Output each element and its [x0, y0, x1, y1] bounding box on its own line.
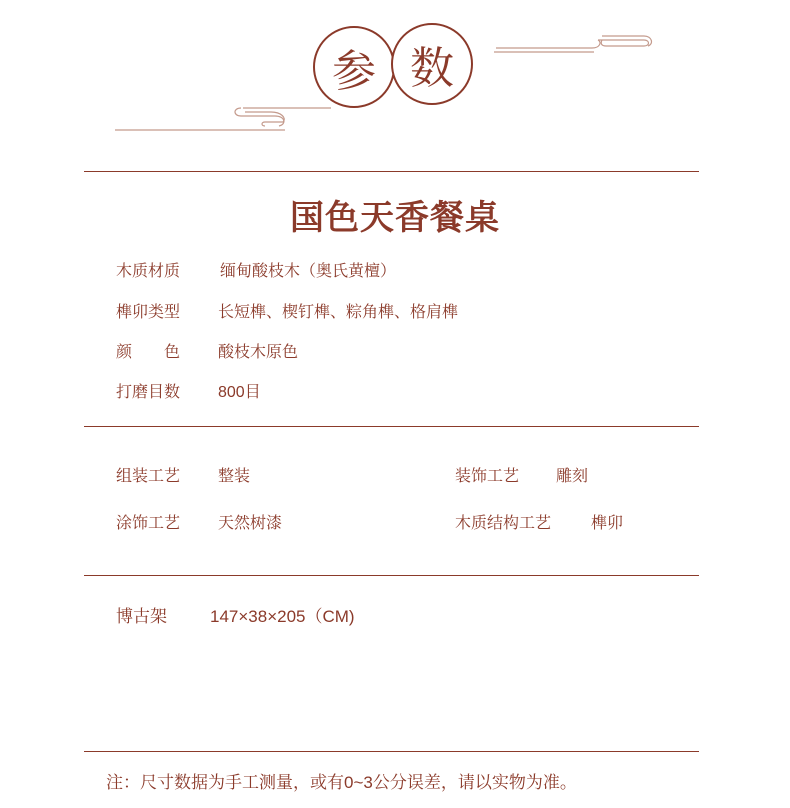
dimension-label: 博古架 [116, 607, 167, 626]
divider-bottom [84, 751, 699, 752]
craft-value-decoration: 雕刻 [556, 468, 589, 485]
divider-craft [84, 575, 699, 576]
spec-value-polish: 800目 [218, 384, 261, 401]
craft-label-assembly: 组装工艺 [116, 468, 181, 485]
craft-label-finish: 涂饰工艺 [116, 515, 181, 532]
craft-label-decoration: 装饰工艺 [455, 468, 520, 485]
spec-label-material: 木质材质 [116, 263, 181, 280]
spec-label-color: 颜 色 [116, 344, 181, 361]
spec-label-joinery: 榫卯类型 [116, 304, 181, 321]
spec-value-color: 酸枝木原色 [218, 344, 299, 361]
cloud-ornament-right-icon [494, 32, 654, 58]
header-char-1: 参 [332, 46, 376, 97]
craft-label-structure: 木质结构工艺 [455, 515, 552, 532]
spec-value-joinery: 长短榫、楔钉榫、粽角榫、格肩榫 [218, 304, 459, 321]
header-char-circle-1 [313, 26, 395, 108]
craft-value-finish: 天然树漆 [218, 515, 283, 532]
measurement-note: 注：尺寸数据为手工测量，或有0~3公分误差，请以实物为准。 [106, 773, 577, 792]
dimension-value: 147×38×205（CM) [210, 607, 355, 626]
header-char-2: 数 [410, 43, 454, 94]
cloud-ornament-left-icon [115, 104, 335, 134]
header-char-circle-2 [391, 23, 473, 105]
craft-value-assembly: 整装 [218, 468, 251, 485]
divider-top [84, 171, 699, 172]
spec-value-material: 缅甸酸枝木（奥氏黄檀） [220, 263, 397, 280]
divider-specs [84, 426, 699, 427]
craft-value-structure: 榫卯 [591, 515, 624, 532]
spec-label-polish: 打磨目数 [116, 384, 181, 401]
product-title: 国色天香餐桌 [290, 200, 500, 237]
